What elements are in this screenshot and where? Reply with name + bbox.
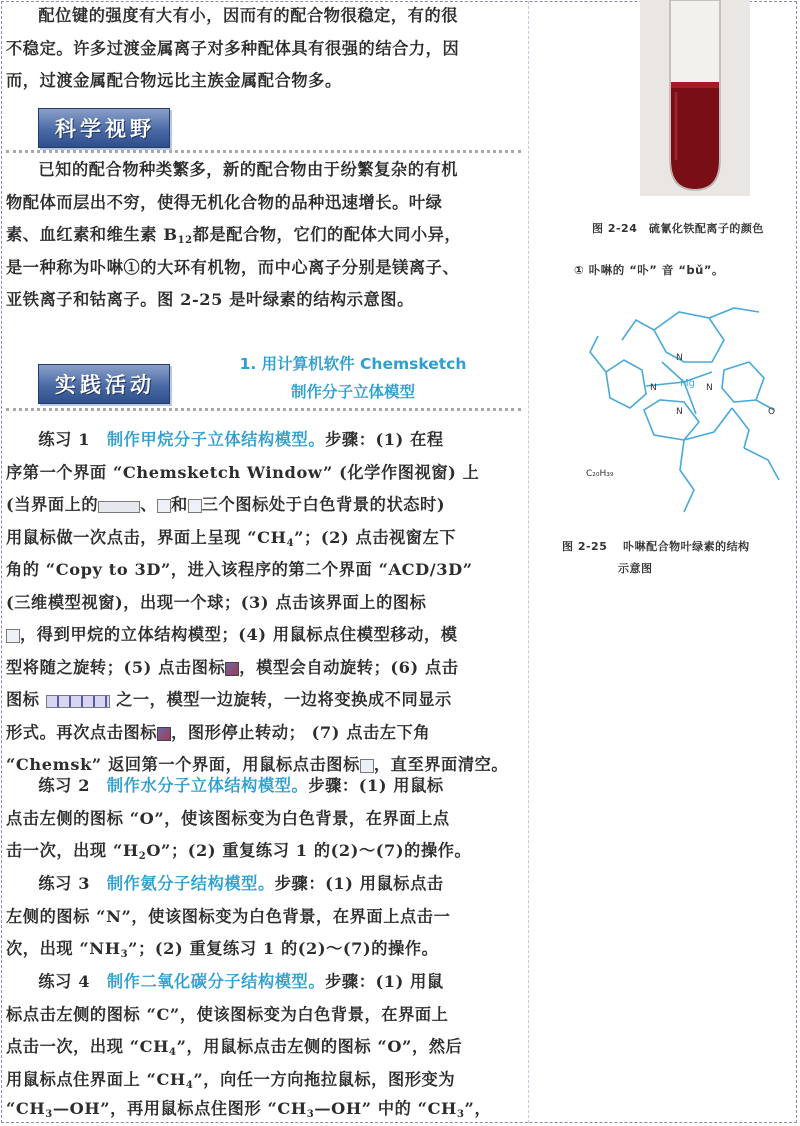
science-line: 已知的配合物种类繁多，新的配合物由于纷繁复杂的有机 [38,160,459,179]
science-view-banner [38,108,170,148]
square-icon [188,499,202,513]
rotate-icon [225,662,239,676]
exercise-line: 左侧的图标 “N”，使该图标变为白色背景，在界面上点击一 [6,906,451,926]
exercise-line: 型将随之旋转；(5) 点击图标 ，模型会自动旋转；(6) 点击 [6,657,459,677]
exercise-line: 击一次，出现 “$H_2O$”；(2) 重复练习 1 的(2)～(7)的操作。 [6,841,472,862]
mol-label-n: N [650,383,657,393]
intro-line: 配位键的强度有大有小，因而有的配合物很稳定，有的很 [38,6,459,25]
pencil-icon [157,499,171,513]
banner-label: 科学视野 [38,108,170,148]
toolbar-icon [98,501,140,513]
exercise-line: (三维模型视窗)，出现一个球；(3) 点击该界面上的图标 [6,592,427,612]
tube-liquid [671,82,719,189]
exercise-line: 练习 3 制作氨分子结构模型。步骤：(1) 用鼠标点击 [38,874,444,893]
mol-label-n: N [676,407,683,417]
practice-title-line2: 制作分子立体模型 [290,383,415,401]
exercise-line: 图标 之一，模型一边旋转，一边将变换成不同显示 [6,690,452,709]
exercise-line: 形式。再次点击图标 ，图形停止转动； (7) 点击左下角 [6,722,431,742]
mol-label-mg: Mg [680,378,695,389]
exercise-line: (当界面上的 、 和 三个图标处于白色背景的状态时) [6,495,446,514]
exercise-line: 次，出现 “$NH_3$”；(2) 重复练习 1 的(2)～(7)的操作。 [6,939,439,960]
exercise-line: 角的 “Copy to 3D”，进入该程序的第二个界面 “ACD/3D” [6,560,473,579]
science-line: 物配体而层出不穷，使得无机化合物的品种迅速增长。叶绿 [6,192,443,212]
figure-2-25-caption: 图 2-25 卟啉配合物叶绿素的结构 [562,540,750,553]
exercise-line: 用鼠标做一次点击，界面上呈现 “$CH_4$”；(2) 点击视窗左下 [6,527,457,549]
exercise-label: 练习 4 [38,972,91,991]
exercise-label: 练习 1 [38,430,91,449]
exercise-line: 用鼠标点住界面上 “$CH_4$”，向任一方向拖拉鼠标，图形变为 [6,1069,456,1091]
exercise-4-last-line [6,1096,526,1122]
section-divider [6,408,521,411]
exercise-heading: 制作水分子立体结构模型。 [106,776,309,795]
exercise-heading: 制作氨分子结构模型。 [106,874,275,893]
exercise-line: 练习 2 制作水分子立体结构模型。步骤：(1) 用鼠标 [38,776,444,795]
exercise-label: 练习 3 [38,874,91,893]
practice-banner [38,364,170,404]
section-divider [6,150,521,153]
exercise-label: 练习 2 [38,776,91,795]
figure-2-24-caption: 图 2-24 硫氰化铁配离子的颜色 [592,222,764,235]
figure-2-25-caption-cont: 示意图 [618,562,653,575]
exercise-1 [6,424,526,782]
mol-label-chain: C₂₀H₃₉ [586,469,614,479]
exercise-line: 练习 4 制作二氧化碳分子结构模型。步骤：(1) 用鼠 [38,972,444,991]
practice-title-line1: 1. 用计算机软件 Chemsketch [239,355,467,373]
intro-line: 而，过渡金属配合物远比主族金属配合物多。 [6,71,342,90]
optimize-icon [6,629,20,643]
exercise-line: 练习 1 制作甲烷分子立体结构模型。步骤：(1) 在程 [38,430,444,449]
exercise-line: 点击左侧的图标 “O”，使该图标变为白色背景，在界面上点 [6,808,450,828]
exercise-line: 标点击左侧的图标 “C”，使该图标变为白色背景，在界面上 [6,1004,449,1024]
chlorophyll-structure-diagram [584,290,794,520]
banner-label: 实践活动 [38,364,170,404]
exercise-line: “$CH_3—OH$”，再用鼠标点住图形 “$CH_3—OH$” 中的 “$CH_3$”， [6,1099,492,1120]
rotate-icon [157,727,171,741]
exercise-line: 序第一个界面 “Chemsketch Window” (化学作图视窗) 上 [6,462,480,482]
exercise-heading: 制作甲烷分子立体结构模型。 [106,430,326,449]
exercise-3 [6,868,526,966]
exercise-heading: 制作二氧化碳分子结构模型。 [106,972,326,991]
display-mode-icons [46,695,110,708]
mol-label-n: N [676,353,683,363]
exercise-line: “Chemsk” 返回第一个界面，用鼠标点击图标 ，直至界面清空。 [6,755,509,774]
mol-label-n: N [706,383,713,393]
exercise-line: 点击一次，出现 “$CH_4$”，用鼠标点击左侧的图标 “O”，然后 [6,1037,463,1058]
exercise-2 [6,770,526,868]
science-line: 是一种称为卟啉①的大环有机物，而中心离子分别是镁离子、 [6,257,460,277]
test-tube-photo [640,0,750,196]
science-line: 亚铁离子和钴离子。图 2-25 是叶绿素的结构示意图。 [6,290,414,309]
intro-paragraph [6,0,526,98]
intro-line: 不稳定。许多过渡金属离子对多种配体具有很强的结合力，因 [6,38,460,58]
science-line: 素、血红素和维生素 $B_{12}$都是配合物，它们的配体大同小异， [6,225,462,246]
mol-label-o: O [768,407,776,417]
footnote: ① 卟啉的 “卟” 音 “bǔ”。 [574,263,724,277]
science-view-paragraph [6,154,526,317]
exercise-line: ，得到甲烷的立体结构模型；(4) 用鼠标点住模型移动，模 [6,619,526,652]
exercise-4 [6,966,526,1096]
